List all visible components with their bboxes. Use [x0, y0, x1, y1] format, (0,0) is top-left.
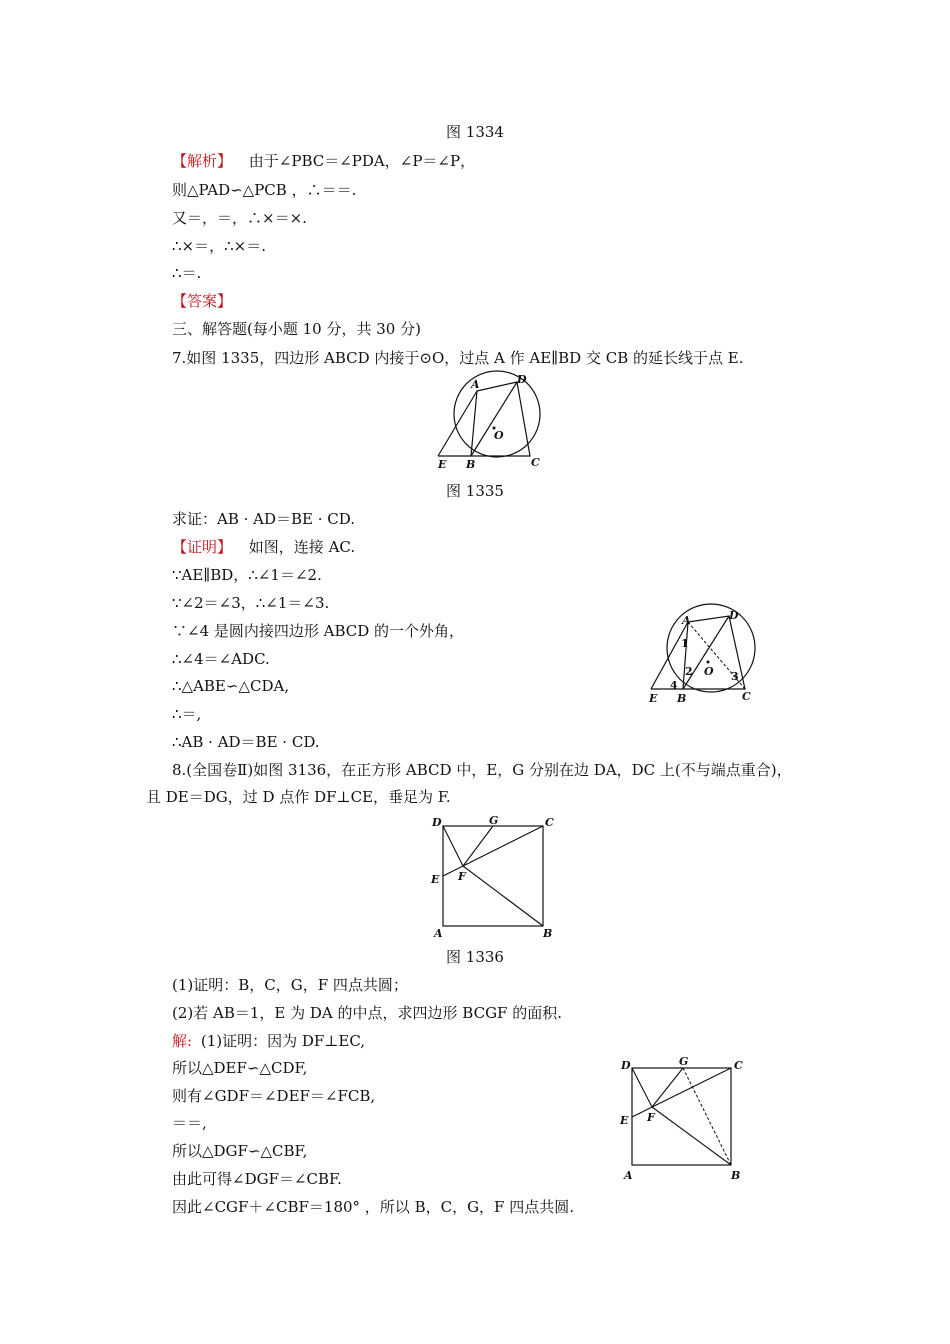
figure-1336 — [425, 812, 560, 942]
label-b: B — [677, 692, 687, 705]
label-d: D — [621, 1059, 631, 1072]
segment-gb-dashed — [683, 1068, 731, 1165]
q7-step-4: ∴∠4＝∠ADC. — [172, 650, 270, 668]
q8-solution-line — [172, 1031, 365, 1051]
center-dot — [707, 661, 710, 664]
q7-proof-line — [172, 537, 355, 557]
q7-step-5: ∴△ABE∽△CDA, — [172, 677, 290, 695]
q8-step-1: 所以△DEF∽△CDF, — [172, 1059, 308, 1077]
section-3-heading: 三、解答题(每小题 10 分，共 30 分) — [172, 320, 421, 338]
label-o: O — [494, 429, 504, 442]
q8-part-2: (2)若 AB＝1，E 为 DA 的中点，求四边形 BCGF 的面积. — [172, 1004, 563, 1022]
answer-tag: 【答案】 — [172, 292, 233, 310]
segment-fg — [652, 1068, 683, 1107]
label-c: C — [734, 1059, 743, 1072]
q7-step-1: ∵AE∥BD，∴∠1＝∠2. — [172, 566, 322, 584]
analysis-line-2: 则△PAD∽△PCB ，∴＝＝. — [172, 181, 357, 199]
analysis-text-1: 由于∠PBC＝∠PDA，∠P＝∠P， — [248, 152, 476, 170]
segment-df — [632, 1068, 652, 1107]
angle-label-4: 4 — [670, 679, 678, 692]
label-a: A — [471, 378, 480, 391]
analysis-line-4: ∴×＝，∴×＝. — [172, 237, 266, 255]
segment-fb — [652, 1107, 731, 1165]
figure-1335-proof — [645, 605, 765, 710]
q8-step-4: 所以△DGF∽△CBF, — [172, 1142, 308, 1160]
fig-1334-caption: 图 1334 — [446, 123, 504, 141]
segment-df — [443, 826, 463, 866]
label-f: F — [647, 1111, 655, 1124]
label-a: A — [682, 614, 691, 627]
label-e: E — [649, 692, 658, 705]
segment-ec — [443, 826, 543, 876]
q7-step-7: ∴AB · AD＝BE · CD. — [172, 733, 320, 751]
segment-ec — [632, 1068, 731, 1117]
q7-step-2: ∵∠2＝∠3，∴∠1＝∠3. — [172, 594, 330, 612]
q7-prove: 求证：AB · AD＝BE · CD. — [172, 510, 356, 528]
segment-fb — [463, 866, 543, 926]
label-c: C — [545, 816, 554, 829]
label-a: A — [434, 927, 443, 940]
analysis-tag: 【解析】 — [172, 152, 233, 170]
angle-label-3: 3 — [731, 670, 739, 683]
analysis-line-3: 又＝，＝，∴×＝×. — [172, 209, 307, 227]
label-e: E — [431, 873, 440, 886]
q8-step-3: ＝＝, — [172, 1114, 207, 1132]
segment-ae — [438, 391, 477, 456]
q8-stem-line-2: 且 DE＝DG，过 D 点作 DF⊥CE，垂足为 F. — [146, 788, 451, 806]
q8-part-1: (1)证明：B，C，G，F 四点共圆； — [172, 976, 408, 994]
q8-step-2: 则有∠GDF＝∠DEF＝∠FCB, — [172, 1087, 376, 1105]
label-g: G — [679, 1055, 689, 1068]
label-c: C — [742, 690, 751, 703]
q8-step-5: 由此可得∠DGF＝∠CBF. — [172, 1170, 342, 1188]
analysis-line-5: ∴＝. — [172, 264, 202, 282]
figure-1335 — [430, 372, 560, 472]
label-c: C — [531, 456, 540, 469]
label-b: B — [466, 458, 476, 471]
angle-label-2: 2 — [685, 665, 693, 678]
label-f: F — [458, 870, 466, 883]
label-o: O — [704, 665, 714, 678]
label-e: E — [620, 1114, 629, 1127]
figure-1336-solution — [612, 1055, 752, 1185]
proof-tag: 【证明】 — [172, 538, 233, 556]
q8-step-6: 因此∠CGF＋∠CBF＝180° ，所以 B，C，G，F 四点共圆. — [172, 1198, 575, 1216]
fig-1335-caption: 图 1335 — [446, 482, 504, 500]
solution-intro: (1)证明：因为 DF⊥EC, — [200, 1032, 366, 1050]
segment-bd — [471, 382, 517, 456]
label-b: B — [731, 1169, 741, 1182]
label-d: D — [432, 816, 442, 829]
proof-intro: 如图，连接 AC. — [248, 538, 356, 556]
q7-stem: 7.如图 1335，四边形 ABCD 内接于⊙O，过点 A 作 AE∥BD 交 CB 的延长线于点 E. — [172, 349, 744, 367]
segment-fg — [463, 826, 493, 866]
fig-1336-caption: 图 1336 — [446, 948, 504, 966]
label-g: G — [489, 814, 499, 827]
q8-stem-line-1: 8.(全国卷Ⅱ)如图 3136，在正方形 ABCD 中，E，G 分别在边 DA，DC 上(不与端点重合)， — [172, 761, 792, 779]
q7-step-6: ∴＝, — [172, 705, 202, 723]
label-e: E — [438, 458, 447, 471]
label-d: D — [729, 609, 739, 622]
label-d: D — [517, 373, 527, 386]
label-b: B — [543, 927, 553, 940]
solution-tag: 解: — [172, 1032, 193, 1050]
quad-abcd — [471, 382, 530, 456]
angle-label-1: 1 — [681, 637, 689, 650]
label-a: A — [624, 1169, 633, 1182]
analysis-line-1 — [172, 151, 475, 171]
q7-step-3: ∵∠4 是圆内接四边形 ABCD 的一个外角， — [172, 622, 465, 640]
